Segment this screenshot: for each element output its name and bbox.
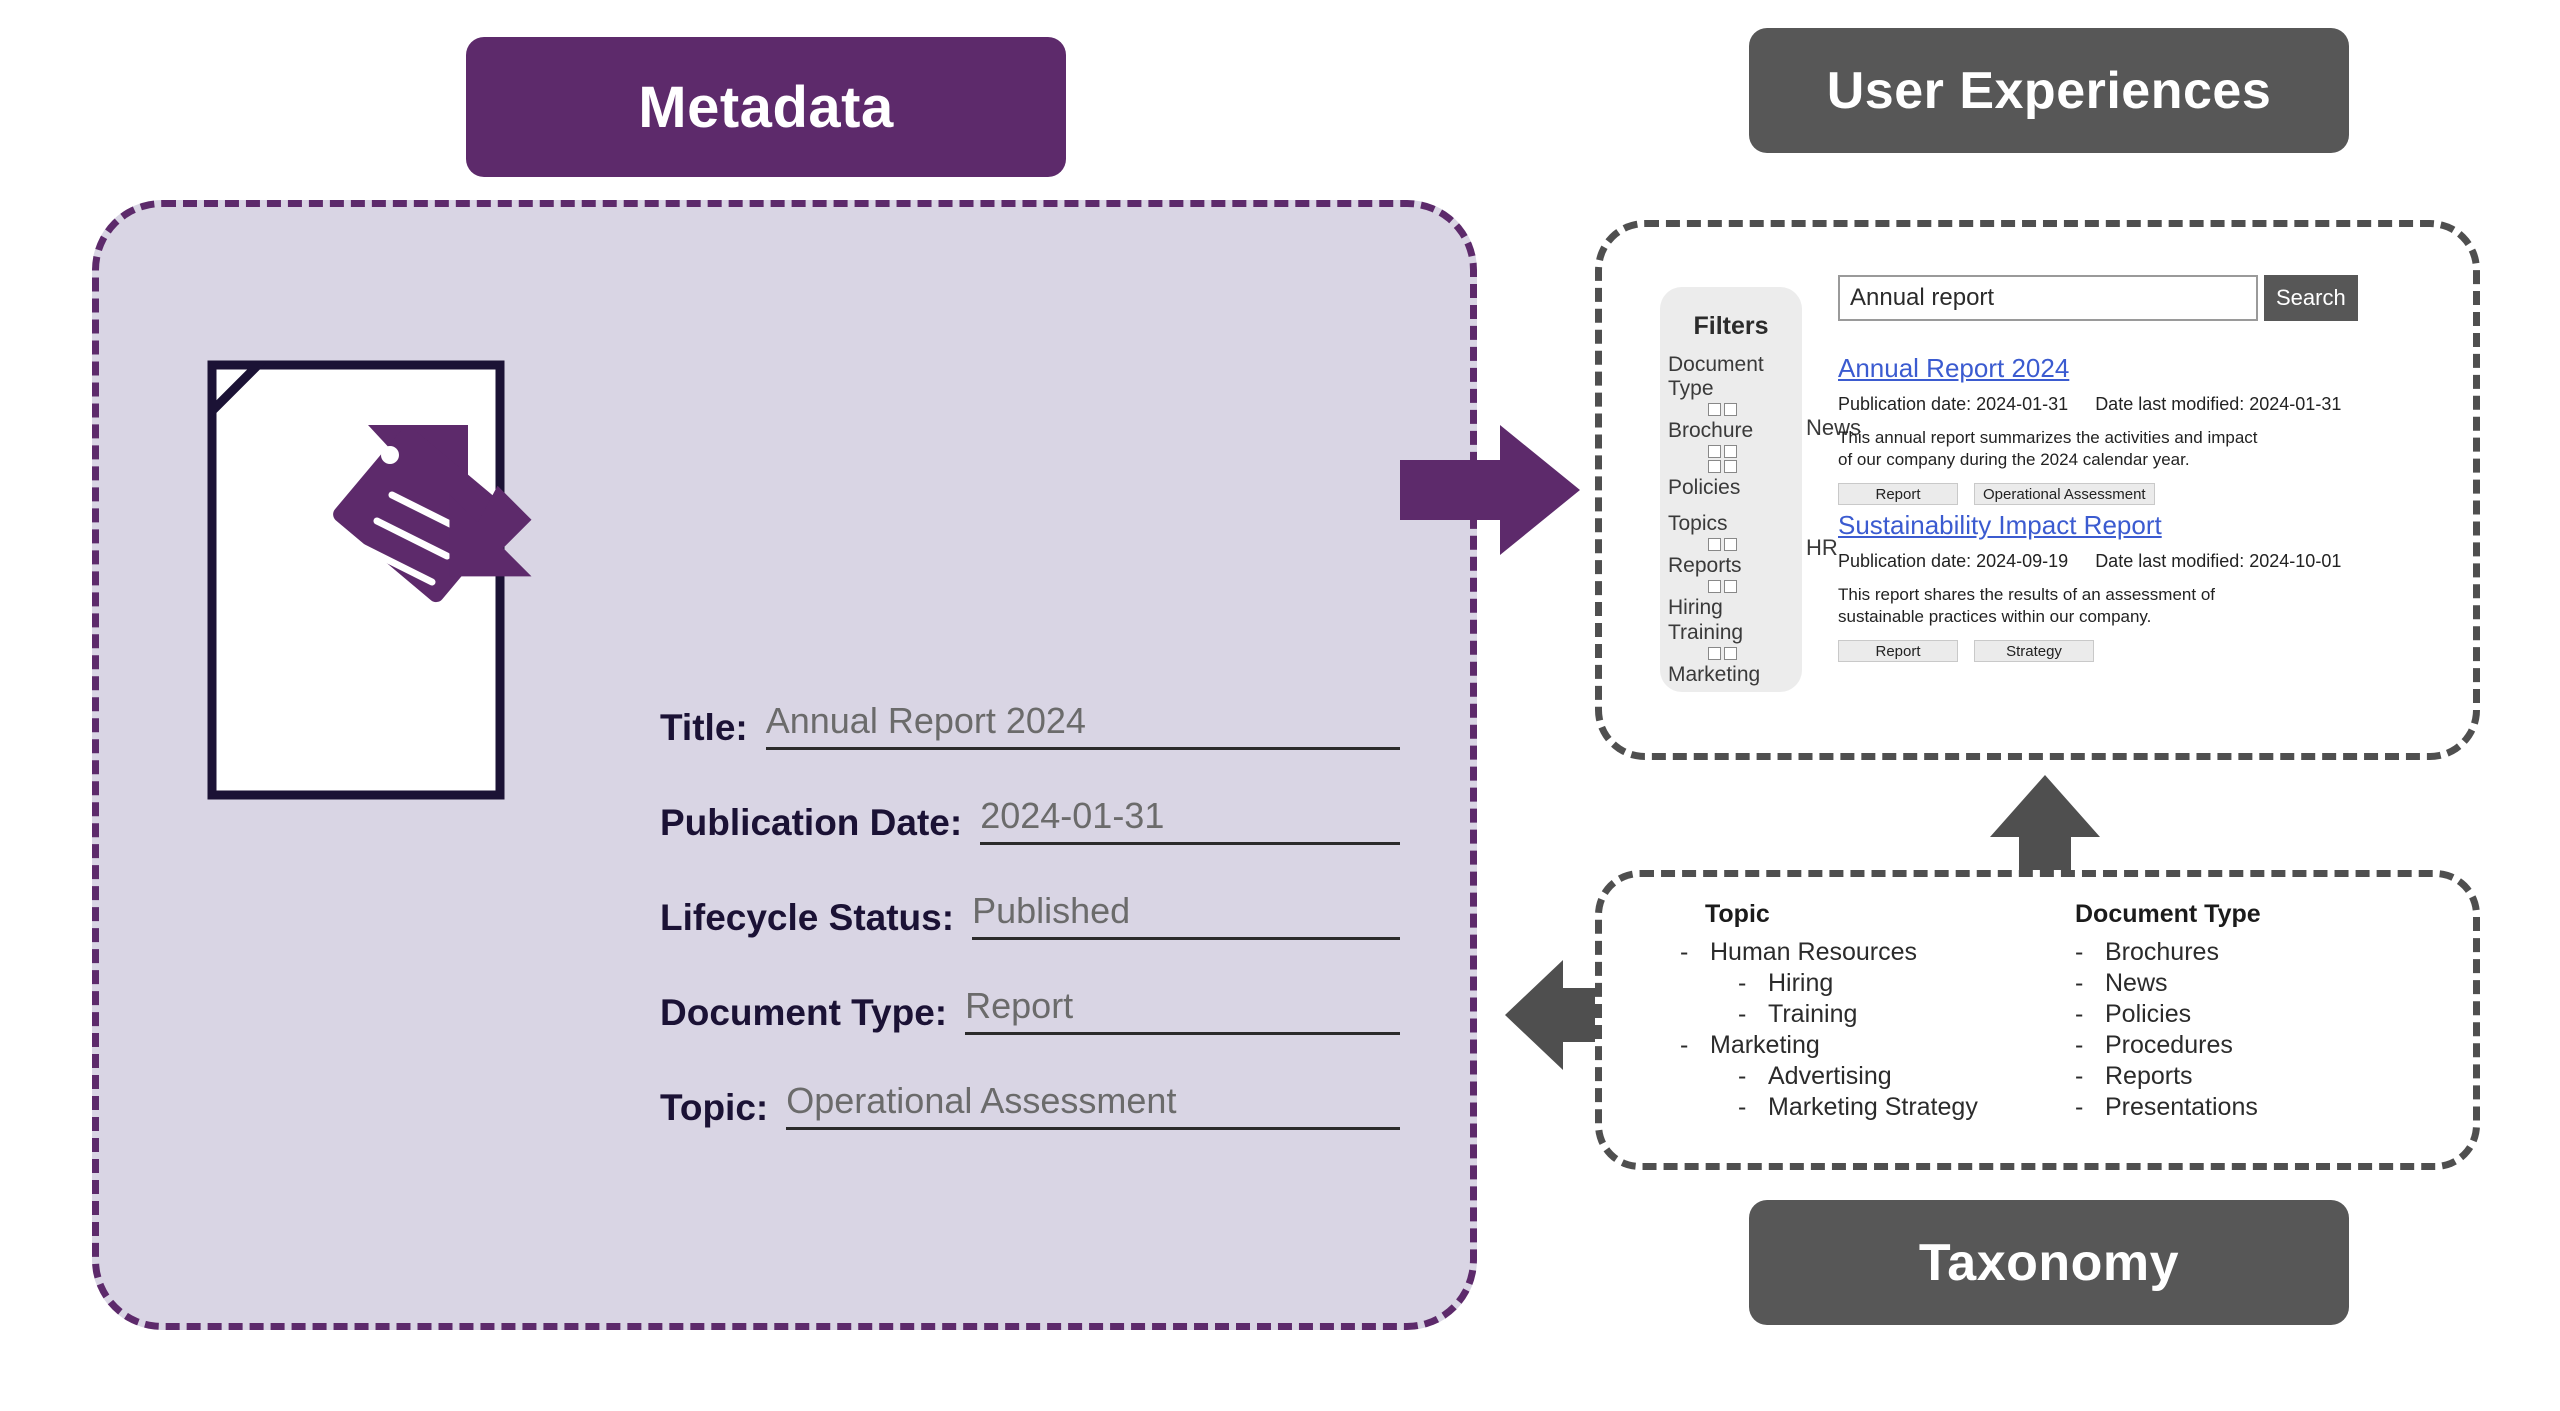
result-tag[interactable]: Report [1838,483,1958,505]
result-meta [1838,551,2398,572]
result-description: This annual report summarizes the activities and impact of our company during the 2024 calendar year. [1838,428,2258,469]
taxonomy-item [2075,1092,2470,1123]
filter-side-label-news: News [1806,415,1862,440]
search-bar [1838,275,2358,321]
filters-sidebar [1660,287,1862,692]
result-title-link[interactable]: Sustainability Impact Report [1838,510,2162,540]
filter-option-policies[interactable]: Policies [1668,476,1741,499]
document-icon [200,355,600,825]
field-value: Annual Report 2024 [766,699,1400,750]
field-value: Report [965,984,1400,1035]
checkbox-row[interactable] [1660,647,1802,660]
result-description: This report shares the results of an assessment of sustainable practices within our company. [1838,585,2216,626]
document-tag-illustration [200,355,600,825]
metadata-row-document-type [660,975,1400,1035]
metadata-row-lifecycle-status [660,880,1400,940]
taxonomy-item [2075,1030,2470,1061]
bullet-dash: - [1680,938,1689,966]
checkbox[interactable] [1724,445,1737,458]
checkbox-row[interactable] [1660,580,1802,593]
checkbox[interactable] [1708,460,1721,473]
field-value: Operational Assessment [786,1079,1400,1130]
checkbox[interactable] [1708,647,1721,660]
bullet-dash: - [2075,938,2084,966]
search-result-item [1838,353,2398,505]
result-tag-row [1838,640,2398,662]
filter-group-document-type [1660,353,1802,500]
field-label: Lifecycle Status: [660,897,955,938]
result-publication-date: Publication date: 2024-01-31 [1838,394,2069,414]
filter-option-brochure[interactable]: Brochure [1668,419,1754,442]
taxonomy-item [2075,937,2470,968]
taxonomy-item-label: Reports [2105,1062,2193,1090]
result-modified-date: Date last modified: 2024-10-01 [2095,551,2342,571]
taxonomy-item [2075,1061,2470,1092]
filter-group-label: Topics [1668,512,1728,535]
checkbox[interactable] [1724,460,1737,473]
filters-title: Filters [1693,312,1769,340]
taxonomy-item-label: Training [1768,1000,1858,1028]
result-tag[interactable]: Strategy [1974,640,2094,662]
checkbox-row[interactable] [1660,445,1802,458]
bullet-dash: - [1738,1093,1747,1121]
field-label: Document Type: [660,992,948,1033]
metadata-row-title [660,690,1400,750]
taxonomy-item [1680,1030,2075,1061]
search-result-item [1838,510,2398,662]
taxonomy-item-label: Advertising [1768,1062,1892,1090]
taxonomy-item [2075,999,2470,1030]
checkbox-row[interactable] [1660,403,1802,416]
metadata-row-topic [660,1070,1400,1130]
taxonomy-column-heading: Document Type [2075,900,2261,928]
section-title-user-experiences: User Experiences [1749,28,2349,153]
metadata-row-publication-date [660,785,1400,845]
result-publication-date: Publication date: 2024-09-19 [1838,551,2069,571]
taxonomy-item-label: Marketing Strategy [1768,1093,1978,1121]
taxonomy-item-label: Policies [2105,1000,2192,1028]
taxonomy-item [1680,1092,2075,1123]
section-title-taxonomy: Taxonomy [1749,1200,2349,1325]
checkbox[interactable] [1724,538,1737,551]
bullet-dash: - [2075,1031,2084,1059]
field-value: Published [972,889,1400,940]
taxonomy-item-label: Procedures [2105,1031,2233,1059]
arrow-right-purple [1400,420,1590,560]
result-tag-row [1838,483,2398,505]
taxonomy-item [1680,1061,2075,1092]
checkbox-row[interactable] [1660,538,1802,551]
bullet-dash: - [2075,1062,2084,1090]
bullet-dash: - [2075,1000,2084,1028]
field-label: Publication Date: [660,802,963,843]
filter-group-topics [1660,512,1802,687]
search-input[interactable] [1838,275,2258,321]
result-tag[interactable]: Operational Assessment [1974,483,2155,505]
checkbox[interactable] [1724,580,1737,593]
filter-option-marketing[interactable]: Marketing [1668,663,1761,686]
taxonomy-columns [1680,900,2470,1123]
bullet-dash: - [1738,969,1747,997]
checkbox[interactable] [1724,403,1737,416]
bullet-dash: - [2075,969,2084,997]
result-title-link[interactable]: Annual Report 2024 [1838,353,2070,383]
search-ui-mock [1660,275,2420,705]
filter-side-label-hr: HR [1806,535,1838,560]
result-modified-date: Date last modified: 2024-01-31 [2095,394,2342,414]
taxonomy-item-label: Human Resources [1710,938,1918,966]
metadata-field-list [660,690,1400,1165]
section-title-metadata: Metadata [466,37,1066,177]
taxonomy-column-document-type [2075,900,2470,1123]
checkbox[interactable] [1708,445,1721,458]
search-button[interactable]: Search [2264,275,2358,321]
checkbox[interactable] [1724,647,1737,660]
taxonomy-column-heading: Topic [1705,900,1770,928]
arrow-up-gray [1985,775,2105,885]
field-label: Title: [660,707,748,748]
taxonomy-item [1680,937,2075,968]
taxonomy-column-topic [1680,900,2075,1123]
bullet-dash: - [2075,1093,2084,1121]
taxonomy-item-label: Marketing [1710,1031,1820,1059]
taxonomy-item [1680,999,2075,1030]
filter-option-training[interactable]: Training [1668,621,1744,644]
field-label: Topic: [660,1087,769,1128]
filter-option-reports[interactable]: Reports [1668,554,1742,577]
bullet-dash: - [1738,1062,1747,1090]
taxonomy-item-label: News [2105,969,2168,997]
taxonomy-item-label: Hiring [1768,969,1834,997]
bullet-dash: - [1680,1031,1689,1059]
taxonomy-item-label: Presentations [2105,1093,2258,1121]
result-tag[interactable]: Report [1838,640,1958,662]
checkbox-row[interactable] [1660,460,1802,473]
taxonomy-item [1680,968,2075,999]
taxonomy-item [2075,968,2470,999]
taxonomy-item-label: Brochures [2105,938,2219,966]
filter-group-label: Document Type [1668,353,1764,400]
checkbox[interactable] [1708,538,1721,551]
bullet-dash: - [1738,1000,1747,1028]
result-meta [1838,394,2398,415]
filter-option-hiring[interactable]: Hiring [1668,596,1723,619]
checkbox[interactable] [1708,403,1721,416]
checkbox[interactable] [1708,580,1721,593]
field-value: 2024-01-31 [980,794,1400,845]
